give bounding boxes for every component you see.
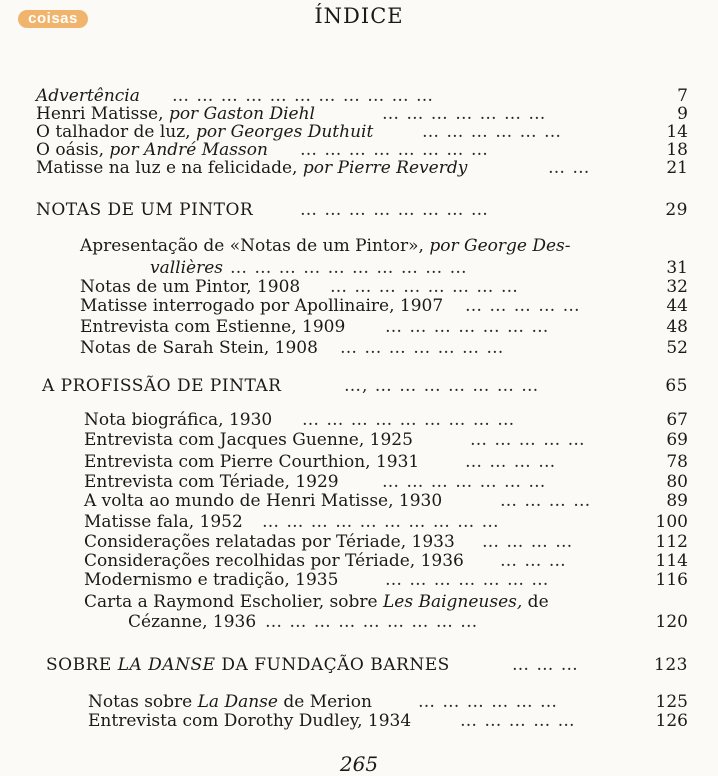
toc-page-number: 9 [677, 104, 688, 124]
toc-title-part: de [522, 592, 549, 612]
toc-title-part: Carta a Raymond Escholier, sobre [84, 592, 383, 612]
toc-title-part: La Danse [197, 692, 278, 712]
toc-entry-title [88, 692, 372, 712]
toc-entry-title [36, 86, 140, 106]
toc-title-part: Advertência [36, 86, 140, 106]
toc-leader-dots: … … … … … … [418, 692, 559, 712]
toc-title-part: Considerações relatadas por Tériade, 1933 [84, 532, 455, 552]
toc-entry-title [84, 430, 413, 450]
toc-title-part: LA DANSE [117, 655, 216, 675]
toc-page-number: 89 [666, 491, 688, 511]
toc-entry-title [80, 277, 300, 297]
toc-entry-title [84, 551, 464, 571]
toc-entry-title [46, 655, 450, 675]
toc-title-part: Notas sobre [88, 692, 198, 712]
toc-leader-dots: … … … … … … … [382, 472, 547, 492]
toc-entry-title [150, 258, 223, 278]
toc-entry-title [80, 296, 443, 316]
toc-leader-dots: … … … … … [460, 711, 576, 731]
toc-title-part: Entrevista com Estienne, 1909 [80, 317, 346, 337]
toc-page-number: 21 [666, 158, 688, 178]
toc-entry-title [80, 317, 345, 337]
toc-entry-title [88, 711, 411, 731]
toc-page-number: 67 [666, 410, 688, 430]
toc-leader-dots: …, … … … … … … … [344, 376, 540, 396]
toc-entry[interactable] [0, 338, 718, 360]
toc-entry[interactable] [0, 410, 718, 432]
toc-page-number: 100 [655, 512, 688, 532]
toc-title-part: O oásis, [36, 140, 110, 160]
toc-title-part: Notas de um Pintor, 1908 [80, 277, 301, 297]
toc-page-number: 69 [666, 430, 688, 450]
toc-leader-dots: … … … … … … [422, 122, 563, 142]
toc-entry-title [84, 452, 419, 472]
toc-leader-dots: … … … … … … … … … [302, 410, 516, 430]
toc-entry-title [80, 338, 318, 358]
toc-title-part: por Gaston Diehl [168, 104, 315, 124]
toc-leader-dots: … … … … … … … [385, 570, 550, 590]
toc-entry[interactable] [0, 592, 718, 614]
toc-title-part: por George Des- [429, 236, 571, 256]
toc-title-part: O talhador de luz, [36, 122, 196, 142]
toc-section[interactable] [0, 655, 718, 677]
toc-leader-dots: … … … … [500, 491, 592, 511]
toc-page-number: 44 [666, 296, 688, 316]
toc-leader-dots: … … … [512, 655, 579, 675]
toc-entry-title [80, 236, 571, 256]
toc-section[interactable] [0, 376, 718, 398]
toc-title-part: Entrevista com Dorothy Dudley, 1934 [88, 711, 412, 731]
toc-entry-title [84, 512, 243, 532]
toc-page-number: 52 [666, 338, 688, 358]
toc-title-part: Entrevista com Jacques Guenne, 1925 [84, 430, 413, 450]
toc-title-part: Matisse interrogado por Apollinaire, 1907 [80, 296, 444, 316]
toc-leader-dots: … … … … … [470, 430, 586, 450]
toc-leader-dots: … … … … [465, 452, 557, 472]
toc-page-number: 80 [666, 472, 688, 492]
toc-title-part: Matisse fala, 1952 [84, 512, 243, 532]
toc-leader-dots: … … [548, 158, 591, 178]
toc-entry-title [42, 376, 281, 396]
toc-title-part: NOTAS DE UM PINTOR [36, 200, 254, 220]
toc-title-part: Entrevista com Tériade, 1929 [84, 472, 339, 492]
toc-title-part: por André Masson [109, 140, 268, 160]
toc-leader-dots: … … … … … … … [340, 338, 505, 358]
toc-page-number: 116 [655, 570, 688, 590]
toc-entry-title [84, 491, 442, 511]
toc-entry[interactable] [0, 570, 718, 592]
toc-entry-title [36, 200, 253, 220]
toc-leader-dots: … … … … … … … … [300, 200, 489, 220]
toc-title-part: Matisse na luz e na felicidade, [36, 158, 303, 178]
toc-page-number: 48 [666, 317, 688, 337]
toc-entry-title [128, 612, 256, 632]
toc-leader-dots: … … … … … … … … [330, 277, 519, 297]
toc-page-number: 14 [666, 122, 688, 142]
toc-section[interactable] [0, 200, 718, 222]
toc-entry[interactable] [0, 296, 718, 318]
toc-entry-title [84, 410, 272, 430]
toc-leader-dots: … … … … [482, 532, 574, 552]
toc-entry-title [36, 158, 467, 178]
toc-page-number: 123 [654, 655, 688, 675]
toc-page-number: 120 [655, 612, 688, 632]
toc-title-part: vallières [150, 258, 224, 278]
toc-entry[interactable] [0, 452, 718, 474]
toc-title-part: Les Baigneuses, [382, 592, 523, 612]
toc-entry[interactable] [0, 236, 718, 258]
toc-title-part: Considerações recolhidas por Tériade, 1936 [84, 551, 464, 571]
watermark-badge: coisas [18, 10, 88, 28]
toc-leader-dots: … … … … … … … … … … [230, 258, 468, 278]
page-title: ÍNDICE [314, 4, 404, 28]
toc-page-number: 7 [677, 86, 688, 106]
toc-title-part: de Merion [277, 692, 372, 712]
toc-leader-dots: … … … … … … … … … … … [172, 86, 435, 106]
toc-title-part: A volta ao mundo de Henri Matisse, 1930 [84, 491, 443, 511]
toc-page-number: 18 [666, 140, 688, 160]
toc-title-part: Modernismo e tradição, 1935 [84, 570, 339, 590]
toc-page-number: 125 [655, 692, 688, 712]
toc-page-number: 78 [666, 452, 688, 472]
toc-entry[interactable] [0, 317, 718, 339]
toc-entry[interactable] [0, 612, 718, 634]
toc-title-part: Henri Matisse, [36, 104, 169, 124]
toc-title-part: Entrevista com Pierre Courthion, 1931 [84, 452, 420, 472]
toc-title-part: Apresentação de «Notas de um Pintor», [80, 236, 430, 256]
toc-entry-title [84, 570, 338, 590]
page-number: 265 [339, 752, 379, 776]
toc-leader-dots: … … … … … [465, 296, 581, 316]
toc-title-part: Nota biográfica, 1930 [84, 410, 273, 430]
toc-entry-title [84, 592, 549, 612]
toc-title-part: A PROFISSÃO DE PINTAR [42, 376, 282, 396]
toc-page-number: 114 [655, 551, 688, 571]
toc-title-part: por Pierre Reverdy [302, 158, 468, 178]
toc-page-number: 31 [666, 258, 688, 278]
toc-entry[interactable] [0, 711, 718, 733]
toc-entry-title [84, 472, 339, 492]
toc-page-number: 32 [666, 277, 688, 297]
toc-entry-title [36, 104, 315, 124]
toc-title-part: SOBRE [46, 655, 118, 675]
toc-leader-dots: … … … … … … … [382, 104, 547, 124]
toc-entry[interactable] [0, 491, 718, 513]
toc-leader-dots: … … … … … … … … … … [262, 512, 500, 532]
toc-page-number: 112 [655, 532, 688, 552]
toc-title-part: por Georges Duthuit [195, 122, 374, 142]
toc-leader-dots: … … … … … … … … … [265, 612, 479, 632]
toc-leader-dots: … … … [500, 551, 567, 571]
toc-page-number: 65 [665, 376, 688, 396]
toc-entry-title [36, 140, 268, 160]
toc-page-number: 126 [655, 711, 688, 731]
toc-entry-title [84, 532, 455, 552]
toc-page-number: 29 [665, 200, 688, 220]
toc-entry[interactable] [0, 158, 718, 180]
toc-entry[interactable] [0, 430, 718, 452]
toc-title-part: DA FUNDAÇÃO BARNES [215, 655, 450, 675]
toc-leader-dots: … … … … … … … [385, 317, 550, 337]
toc-entry[interactable] [0, 512, 718, 534]
toc-title-part: Notas de Sarah Stein, 1908 [80, 338, 318, 358]
toc-leader-dots: … … … … … … … … [300, 140, 489, 160]
toc-title-part: Cézanne, 1936 [128, 612, 257, 632]
toc-entry-title [36, 122, 373, 142]
